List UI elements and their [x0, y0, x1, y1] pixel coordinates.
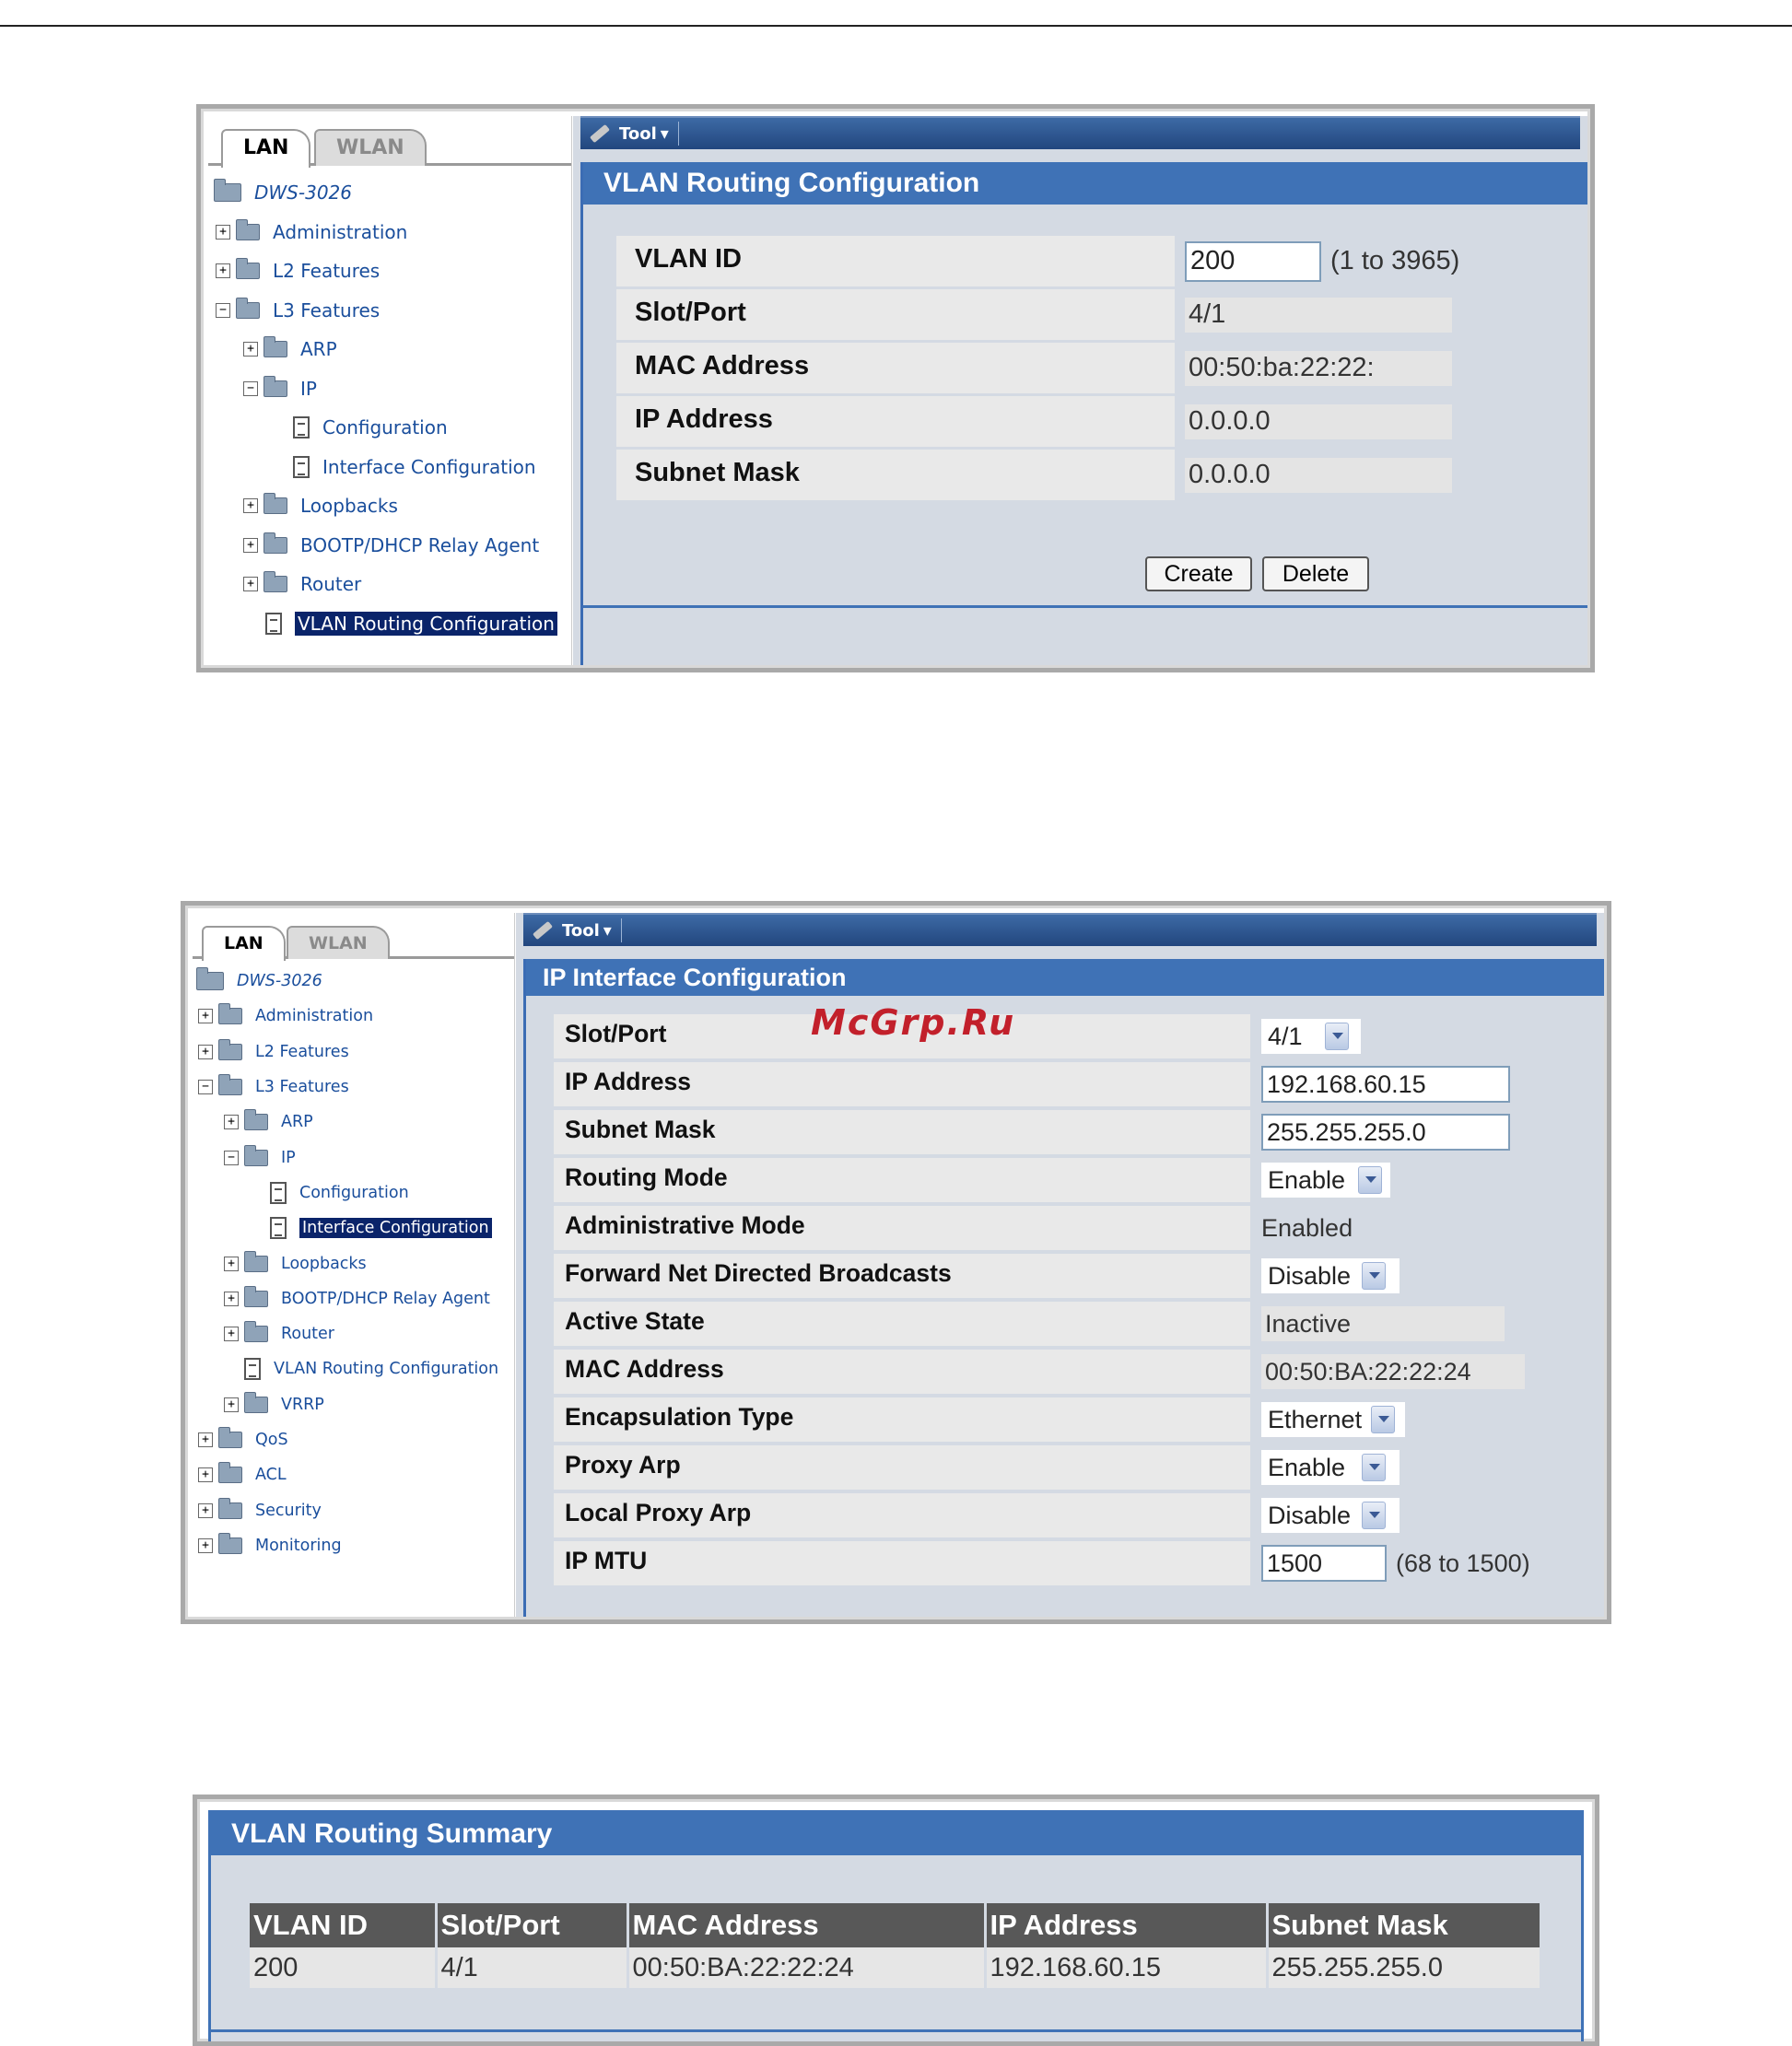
tree-item-router[interactable] [208, 565, 571, 604]
row-mac-address [554, 1350, 1604, 1397]
folder-icon [218, 1432, 242, 1448]
local-proxy-arp-select[interactable] [1261, 1498, 1400, 1533]
tree-item-label: VLAN Routing Configuration [274, 1360, 499, 1379]
cell-ip-address: 192.168.60.15 [985, 1947, 1267, 1988]
folder-icon [218, 1008, 242, 1024]
tab-wlan[interactable]: WLAN [287, 926, 390, 959]
tree-item-administration[interactable] [193, 999, 514, 1034]
tree-item-ip[interactable] [193, 1140, 514, 1175]
cell-slot-port: 4/1 [436, 1947, 627, 1988]
tree-item-label: ARP [281, 1113, 313, 1132]
panel-title: VLAN Routing Configuration [583, 162, 1587, 205]
tree-item-label: Monitoring [255, 1536, 342, 1555]
tree-item-label: BOOTP/DHCP Relay Agent [281, 1289, 490, 1308]
content-pane [573, 116, 1587, 665]
expand-icon[interactable]: + [243, 577, 258, 591]
tree-item-label: IP [300, 377, 317, 400]
chevron-down-icon: ▾ [660, 123, 669, 144]
row-forward-net-directed-broadcasts [554, 1254, 1604, 1302]
field-value [1261, 1254, 1400, 1298]
tree-item-label: L2 Features [273, 260, 381, 283]
page-icon [265, 613, 282, 635]
field-label: Slot/Port [554, 1014, 1254, 1058]
select-value: Disable [1268, 1501, 1352, 1529]
field-value [1185, 396, 1452, 447]
tree-item-label: QoS [255, 1431, 288, 1449]
folder-open-icon [244, 1150, 268, 1166]
nav-pane [208, 116, 572, 665]
tree-item-label: ARP [300, 338, 337, 361]
table-header-row [250, 1903, 1541, 1947]
tree-item-administration[interactable] [208, 213, 571, 252]
tree-item-label: ACL [255, 1466, 287, 1485]
collapse-icon[interactable]: − [243, 381, 258, 396]
select-value: Ethernet [1268, 1405, 1363, 1433]
field-value [1261, 1445, 1400, 1490]
page-icon [293, 416, 310, 438]
row-mac-address [616, 343, 1575, 393]
expand-icon[interactable]: + [224, 1327, 239, 1341]
dropdown-arrow-icon[interactable] [1362, 1502, 1386, 1529]
field-value [1261, 1397, 1405, 1442]
folder-icon [218, 1502, 242, 1519]
field-label: Subnet Mask [554, 1110, 1254, 1154]
tree-item-root[interactable] [208, 173, 571, 213]
vlan-routing-panel [580, 162, 1587, 665]
tree-item-label: Router [300, 573, 362, 596]
toolbar [580, 116, 1580, 149]
watermark-text: McGrp.Ru [811, 1002, 1016, 1043]
field-label: Forward Net Directed Broadcasts [554, 1254, 1254, 1298]
expand-icon[interactable]: + [224, 1257, 239, 1271]
tree-item-vlan-routing-configuration[interactable] [208, 604, 571, 644]
ip-mtu-range: (68 to 1500) [1396, 1549, 1530, 1577]
tree-item-label: L3 Features [255, 1078, 349, 1097]
column-header-mac-address: MAC Address [627, 1903, 985, 1947]
field-value [1261, 1014, 1361, 1058]
page-icon [293, 456, 310, 478]
tab-lan[interactable]: LAN [221, 129, 310, 168]
content-pane [516, 913, 1604, 1617]
folder-open-icon [196, 972, 224, 990]
tree-item-label: Loopbacks [281, 1254, 367, 1273]
table-row [250, 1947, 1541, 1988]
tree-item-label: Interface Configuration [299, 1218, 492, 1238]
field-value [1261, 1541, 1530, 1585]
field-label: Proxy Arp [554, 1445, 1254, 1490]
cell-vlan-id: 200 [250, 1947, 436, 1988]
toolbar [523, 913, 1597, 946]
tree-item-l2-features[interactable] [208, 251, 571, 291]
expand-icon[interactable]: + [224, 1115, 239, 1129]
vlan-id-input[interactable]: 200 [1185, 241, 1321, 282]
expand-icon[interactable]: + [198, 1432, 213, 1447]
select-value: 4/1 [1268, 1022, 1303, 1050]
row-administrative-mode [554, 1206, 1604, 1254]
row-encapsulation-type [554, 1397, 1604, 1445]
tree-item-label: Router [281, 1325, 334, 1344]
folder-icon [264, 537, 287, 554]
tool-menu[interactable] [533, 918, 622, 942]
field-label: Active State [554, 1302, 1254, 1346]
collapse-icon[interactable]: − [224, 1151, 239, 1165]
field-value [1261, 1493, 1400, 1537]
routing-mode-select[interactable] [1261, 1163, 1390, 1198]
expand-icon[interactable]: + [198, 1009, 213, 1023]
row-vlan-id [616, 236, 1575, 286]
row-ip-address [554, 1062, 1604, 1110]
dropdown-arrow-icon[interactable] [1371, 1406, 1395, 1433]
tree-item-vlan-routing-configuration[interactable] [193, 1351, 514, 1386]
expand-icon[interactable]: + [243, 342, 258, 357]
expand-icon[interactable]: + [243, 498, 258, 513]
field-value [1185, 450, 1452, 500]
tree-item-arp[interactable] [208, 330, 571, 369]
folder-icon [236, 224, 260, 240]
folder-icon [264, 497, 287, 514]
subnet-mask-value: 0.0.0.0 [1185, 458, 1452, 493]
tree-item-acl[interactable] [193, 1457, 514, 1492]
row-ip-mtu [554, 1541, 1604, 1589]
tree-item-label: Configuration [322, 416, 448, 439]
proxy-arp-select[interactable] [1261, 1450, 1400, 1485]
page-icon [270, 1217, 287, 1239]
folder-open-icon [236, 302, 260, 319]
field-value [1185, 236, 1459, 286]
forward-broadcasts-select[interactable] [1261, 1258, 1400, 1293]
tree-item-vrrp[interactable] [193, 1387, 514, 1422]
row-routing-mode [554, 1158, 1604, 1206]
tree-item-label: DWS-3026 [237, 972, 322, 991]
panel-title: IP Interface Configuration [526, 959, 1604, 996]
tree-item-l2-features[interactable] [193, 1035, 514, 1070]
tree-item-interface-configuration[interactable] [193, 1210, 514, 1245]
delete-button[interactable]: Delete [1262, 556, 1369, 591]
field-value [1185, 289, 1452, 340]
page-top-rule [0, 25, 1792, 27]
panel-title: VLAN Routing Summary [211, 1813, 1581, 1855]
row-subnet-mask [554, 1110, 1604, 1158]
field-label: Local Proxy Arp [554, 1493, 1254, 1537]
nav-tree [193, 964, 514, 1563]
tree-item-label: Security [255, 1501, 322, 1520]
tool-menu[interactable] [590, 122, 679, 146]
ip-address-input[interactable]: 192.168.60.15 [1261, 1066, 1510, 1103]
expand-icon[interactable]: + [243, 538, 258, 553]
chevron-down-icon: ▾ [603, 920, 612, 941]
field-label: Encapsulation Type [554, 1397, 1254, 1442]
tree-item-arp[interactable] [193, 1105, 514, 1140]
nav-pane [193, 913, 515, 1617]
row-slot-port [616, 289, 1575, 340]
slot-port-select[interactable] [1261, 1019, 1361, 1054]
field-label: MAC Address [554, 1350, 1254, 1394]
nav-tree [208, 173, 571, 643]
tree-item-monitoring[interactable] [193, 1528, 514, 1563]
tree-item-l3-features[interactable] [193, 1070, 514, 1105]
tool-label: Tool [619, 123, 657, 144]
expand-icon[interactable]: + [198, 1538, 213, 1553]
tree-item-label: Administration [273, 220, 408, 243]
tree-item-security[interactable] [193, 1492, 514, 1527]
subnet-mask-input[interactable]: 255.255.255.0 [1261, 1114, 1510, 1151]
tree-item-root[interactable] [193, 964, 514, 999]
field-value [1261, 1350, 1525, 1394]
field-label: VLAN ID [616, 236, 1178, 286]
field-label: MAC Address [616, 343, 1178, 393]
folder-icon [244, 1114, 268, 1130]
tree-item-label: Configuration [299, 1183, 409, 1202]
tree-item-label: VLAN Routing Configuration [295, 612, 557, 636]
cell-subnet-mask: 255.255.255.0 [1267, 1947, 1541, 1988]
tree-item-bootp-dhcp-relay[interactable] [193, 1281, 514, 1316]
tree-item-qos[interactable] [193, 1422, 514, 1457]
folder-icon [244, 1256, 268, 1272]
folder-icon [218, 1467, 242, 1483]
tree-item-ip[interactable] [208, 369, 571, 409]
dropdown-arrow-icon[interactable] [1362, 1454, 1386, 1481]
tree-item-interface-configuration[interactable] [208, 448, 571, 487]
tab-wlan[interactable]: WLAN [314, 129, 427, 166]
row-active-state [554, 1302, 1604, 1350]
select-value: Enable [1268, 1165, 1346, 1194]
folder-icon [218, 1537, 242, 1554]
expand-icon[interactable]: + [224, 1292, 239, 1306]
field-value [1185, 343, 1452, 393]
column-header-vlan-id: VLAN ID [250, 1903, 436, 1947]
folder-open-icon [214, 183, 241, 202]
tree-item-label: Interface Configuration [322, 455, 536, 478]
mac-address-value: 00:50:ba:22:22: [1185, 351, 1452, 386]
create-button[interactable]: Create [1145, 556, 1252, 591]
tree-item-configuration[interactable] [208, 408, 571, 448]
row-subnet-mask [616, 450, 1575, 500]
row-ip-address [616, 396, 1575, 447]
field-label: IP Address [616, 396, 1178, 447]
expand-icon[interactable]: + [216, 225, 230, 240]
expand-icon[interactable]: + [198, 1467, 213, 1482]
tree-item-loopbacks[interactable] [193, 1245, 514, 1280]
tree-item-label: L3 Features [273, 298, 381, 322]
vlan-routing-summary-panel [208, 1810, 1584, 2041]
expand-icon[interactable]: + [198, 1045, 213, 1059]
field-value [1261, 1062, 1510, 1106]
administrative-mode-value: Enabled [1261, 1213, 1353, 1242]
folder-icon [264, 341, 287, 357]
expand-icon[interactable]: + [216, 263, 230, 278]
column-header-ip-address: IP Address [985, 1903, 1267, 1947]
collapse-icon[interactable]: − [216, 303, 230, 318]
collapse-icon[interactable]: − [198, 1080, 213, 1094]
page-icon [270, 1182, 287, 1204]
active-state-value: Inactive [1261, 1306, 1505, 1341]
folder-icon [218, 1044, 242, 1060]
folder-open-icon [264, 380, 287, 397]
mac-address-value: 00:50:BA:22:22:24 [1261, 1354, 1525, 1389]
expand-icon[interactable]: + [198, 1503, 213, 1518]
row-local-proxy-arp [554, 1493, 1604, 1541]
folder-open-icon [218, 1079, 242, 1095]
folder-icon [244, 1291, 268, 1307]
ip-address-value: 0.0.0.0 [1185, 404, 1452, 439]
field-label: Slot/Port [616, 289, 1178, 340]
select-value: Disable [1268, 1261, 1352, 1290]
ip-mtu-input[interactable]: 1500 [1261, 1545, 1387, 1582]
slot-port-value: 4/1 [1185, 298, 1452, 333]
wrench-icon [590, 124, 610, 143]
panel-divider [583, 605, 1587, 608]
tree-item-l3-features[interactable] [208, 291, 571, 331]
field-label: Administrative Mode [554, 1206, 1254, 1250]
tree-item-label: DWS-3026 [254, 181, 352, 205]
panel-divider [211, 2029, 1581, 2032]
wrench-icon [533, 921, 553, 940]
tree-item-bootp-dhcp-relay[interactable] [208, 526, 571, 566]
tree-item-configuration[interactable] [193, 1175, 514, 1210]
nav-tabs [193, 913, 514, 959]
dropdown-arrow-icon[interactable] [1325, 1023, 1349, 1050]
tree-item-label: IP [281, 1148, 296, 1167]
tree-item-label: BOOTP/DHCP Relay Agent [300, 533, 540, 556]
expand-icon[interactable]: + [224, 1397, 239, 1412]
dropdown-arrow-icon[interactable] [1362, 1262, 1386, 1290]
field-value [1261, 1302, 1505, 1346]
page-icon [244, 1358, 261, 1380]
tree-item-label: Loopbacks [300, 495, 398, 518]
tree-item-label: Administration [255, 1007, 374, 1026]
vlan-routing-config-screenshot [196, 104, 1595, 672]
field-value [1261, 1158, 1390, 1202]
vlan-id-range: (1 to 3965) [1330, 246, 1460, 275]
field-label: IP MTU [554, 1541, 1254, 1585]
column-header-subnet-mask: Subnet Mask [1267, 1903, 1541, 1947]
row-proxy-arp [554, 1445, 1604, 1493]
tree-item-label: VRRP [281, 1395, 324, 1414]
field-label: IP Address [554, 1062, 1254, 1106]
folder-icon [264, 576, 287, 592]
folder-icon [244, 1397, 268, 1413]
tree-item-router[interactable] [193, 1316, 514, 1351]
select-value: Enable [1268, 1453, 1346, 1481]
ip-interface-panel [523, 959, 1604, 1617]
tab-lan[interactable]: LAN [202, 926, 286, 961]
dropdown-arrow-icon[interactable] [1358, 1166, 1382, 1194]
tree-item-label: L2 Features [255, 1042, 349, 1061]
field-label: Routing Mode [554, 1158, 1254, 1202]
cell-mac-address: 00:50:BA:22:22:24 [627, 1947, 985, 1988]
nav-tabs [208, 116, 571, 166]
folder-icon [244, 1326, 268, 1342]
field-value [1261, 1110, 1510, 1154]
field-label: Subnet Mask [616, 450, 1178, 500]
encapsulation-type-select[interactable] [1261, 1402, 1405, 1437]
tree-item-loopbacks[interactable] [208, 486, 571, 526]
field-value [1261, 1206, 1353, 1250]
summary-table [250, 1903, 1542, 1988]
tool-label: Tool [562, 920, 600, 941]
row-slot-port [554, 1014, 1604, 1062]
folder-icon [236, 263, 260, 279]
vlan-routing-summary-screenshot [193, 1795, 1599, 2046]
column-header-slot-port: Slot/Port [436, 1903, 627, 1947]
